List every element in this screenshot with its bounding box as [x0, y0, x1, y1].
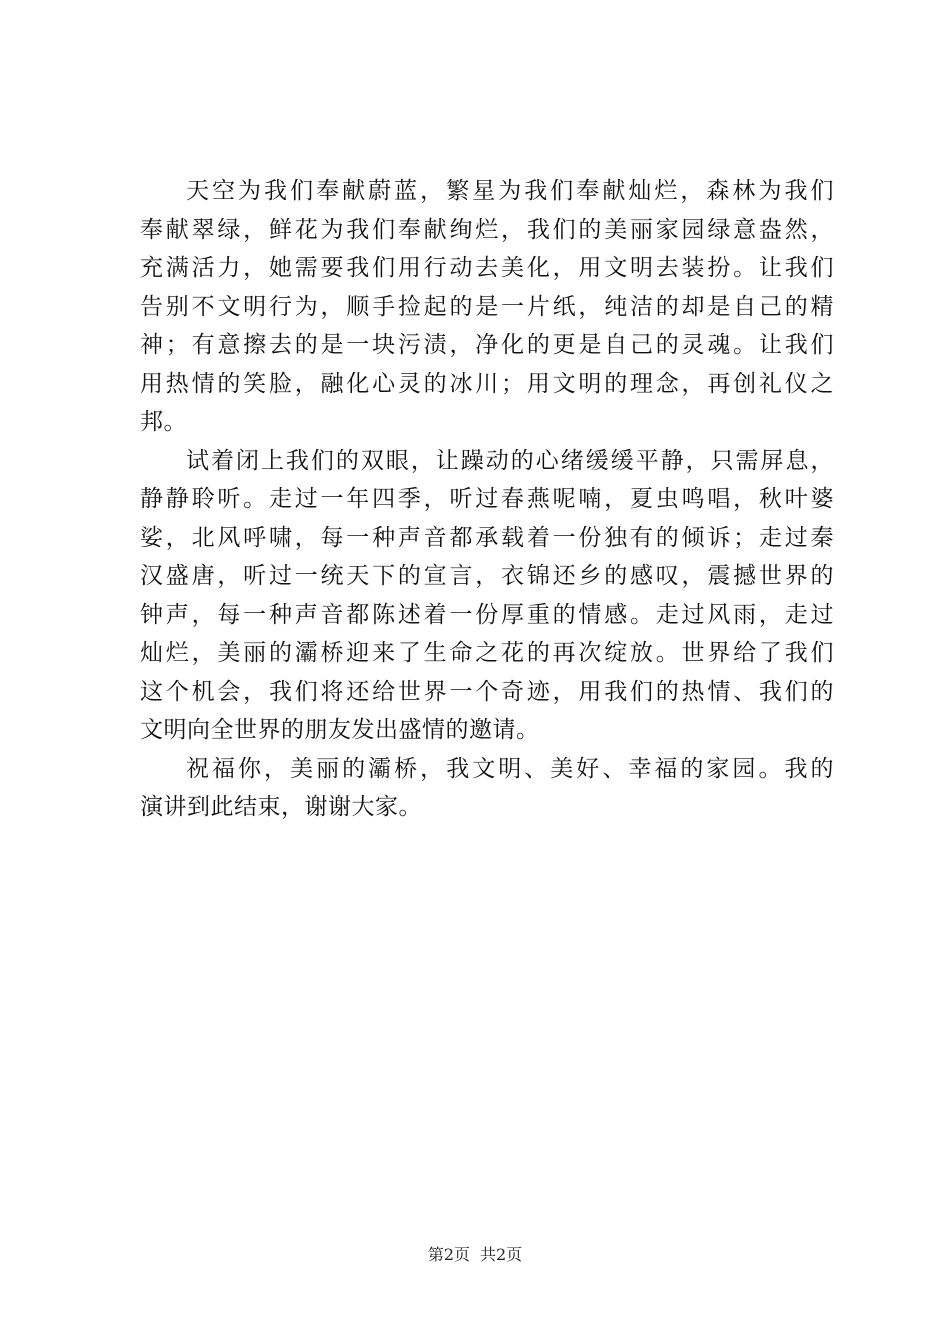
- text-line: 灿烂，美丽的灞桥迎来了生命之花的再次绽放。世界给了我们: [140, 640, 834, 666]
- text-line: 天空为我们奉献蔚蓝，繁星为我们奉献灿烂，森林为我们: [186, 178, 834, 204]
- text-line: 试着闭上我们的双眼，让躁动的心绪缓缓平静，只需屏息，: [186, 447, 834, 474]
- paragraph-2: [140, 442, 834, 750]
- text-line: 静静聆听。走过一年四季，听过春燕呢喃，夏虫鸣唱，秋叶婆: [140, 486, 834, 512]
- text-line: 奉献翠绿，鲜花为我们奉献绚烂，我们的美丽家园绿意盎然，: [140, 216, 834, 243]
- paragraph-3: [140, 750, 834, 827]
- text-line: 用热情的笑脸，融化心灵的冰川；用文明的理念，再创礼仪之: [140, 370, 834, 397]
- text-line: 娑，北风呼啸，每一种声音都承载着一份独有的倾诉；走过秦: [140, 524, 834, 551]
- page-total: 共2页: [480, 1245, 523, 1264]
- text-line: 演讲到此结束，谢谢大家。: [140, 794, 422, 820]
- speech-body: [140, 172, 834, 827]
- text-line: 汉盛唐，听过一统天下的宣言，衣锦还乡的感叹，震撼世界的: [140, 563, 834, 589]
- text-line: 充满活力，她需要我们用行动去美化，用文明去装扮。让我们: [140, 255, 834, 281]
- text-line: 告别不文明行为，顺手捡起的是一片纸，纯洁的却是自己的精: [140, 293, 834, 320]
- text-line: 祝福你，美丽的灞桥，我文明、美好、幸福的家园。我的: [186, 755, 834, 782]
- text-line: 文明向全世界的朋友发出盛情的邀请。: [140, 717, 540, 743]
- text-line: 钟声，每一种声音都陈述着一份厚重的情感。走过风雨，走过: [140, 601, 834, 628]
- page-number: 第2页: [427, 1245, 470, 1264]
- page-footer: [0, 1243, 950, 1267]
- text-line: 邦。: [140, 409, 187, 435]
- paragraph-1: [140, 172, 834, 442]
- text-line: 这个机会，我们将还给世界一个奇迹，用我们的热情、我们的: [140, 678, 834, 705]
- text-line: 神；有意擦去的是一块污渍，净化的更是自己的灵魂。让我们: [140, 332, 834, 358]
